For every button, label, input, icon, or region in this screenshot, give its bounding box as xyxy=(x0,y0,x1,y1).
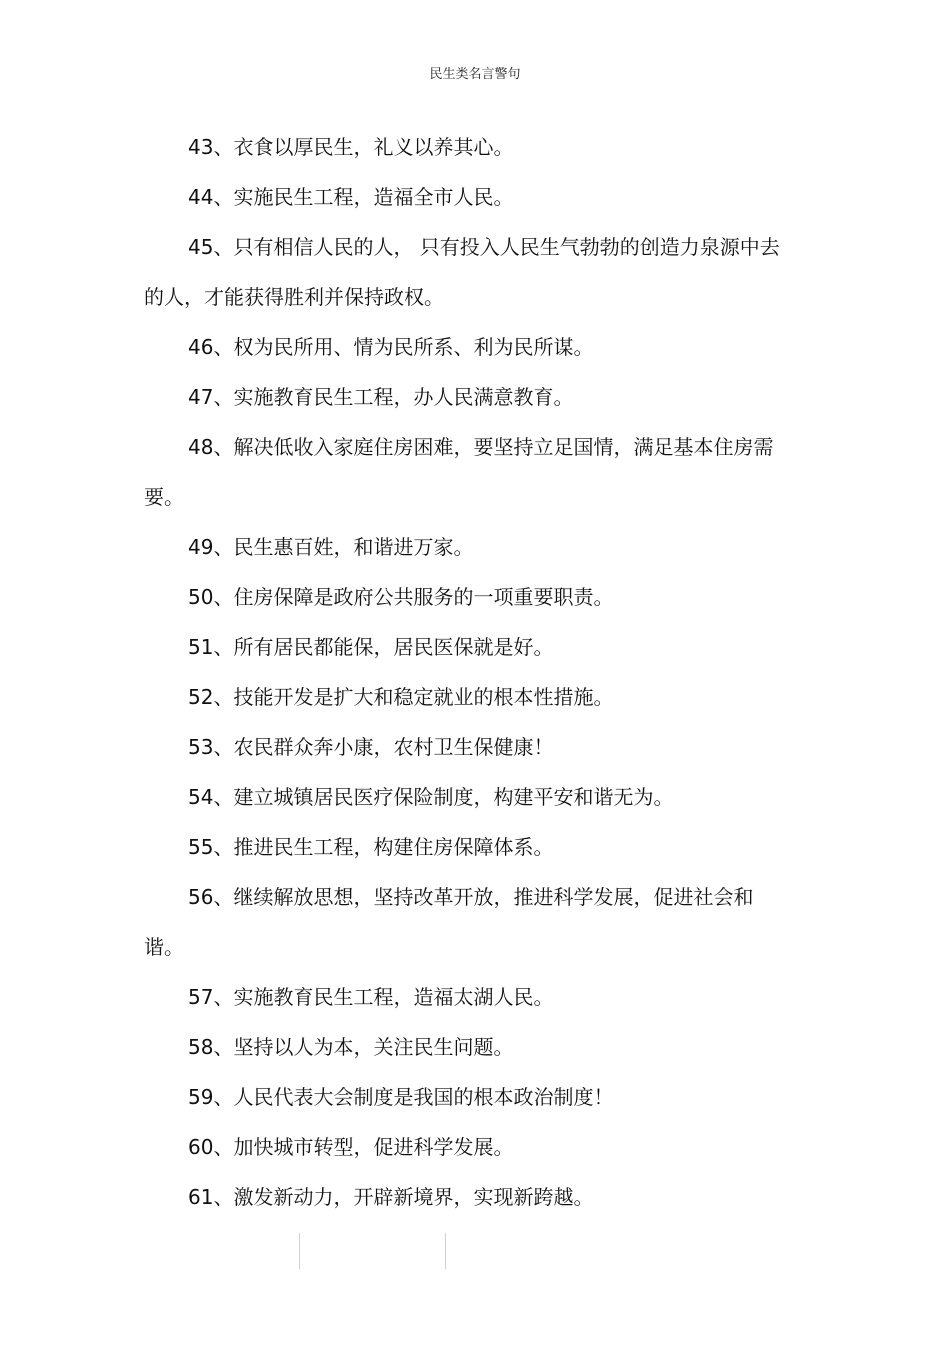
quote-49: 49、民生惠百姓，和谐进万家。 xyxy=(188,535,474,559)
quote-56: 56、继续解放思想，坚持改革开放，推进科学发展，促进社会和谐。 xyxy=(144,885,754,959)
quote-61: 61、激发新动力，开辟新境界，实现新跨越。 xyxy=(188,1185,594,1209)
quote-52: 52、技能开发是扩大和稳定就业的根本性措施。 xyxy=(188,685,614,709)
quote-44: 44、实施民生工程，造福全市人民。 xyxy=(188,185,514,209)
quote-45: 45、只有相信人民的人， 只有投入人民生气勃勃的创造力泉源中去的人，才能获得胜利并保持政权。 xyxy=(144,235,780,309)
quote-50: 50、住房保障是政府公共服务的一项重要职责。 xyxy=(188,585,614,609)
quote-43: 43、衣食以厚民生，礼义以养其心。 xyxy=(188,135,514,159)
quote-55: 55、推进民生工程，构建住房保障体系。 xyxy=(188,835,554,859)
page-header: 民生类名言警句 xyxy=(429,67,521,82)
quote-48: 48、解决低收入家庭住房困难，要坚持立足国情，满足基本住房需要。 xyxy=(144,435,774,509)
quote-59: 59、人民代表大会制度是我国的根本政治制度！ xyxy=(188,1085,614,1109)
quote-53: 53、农民群众奔小康，农村卫生保健康！ xyxy=(188,735,554,759)
footer-divider-left xyxy=(299,1233,300,1269)
quote-51: 51、所有居民都能保，居民医保就是好。 xyxy=(188,635,554,659)
quote-58: 58、坚持以人为本，关注民生问题。 xyxy=(188,1035,514,1059)
quote-47: 47、实施教育民生工程，办人民满意教育。 xyxy=(188,385,574,409)
quote-list xyxy=(144,122,784,1222)
quote-46: 46、权为民所用、情为民所系、利为民所谋。 xyxy=(188,335,594,359)
quote-54: 54、建立城镇居民医疗保险制度，构建平安和谐无为。 xyxy=(188,785,674,809)
footer-divider-right xyxy=(445,1233,446,1269)
quote-57: 57、实施教育民生工程，造福太湖人民。 xyxy=(188,985,554,1009)
quote-60: 60、加快城市转型，促进科学发展。 xyxy=(188,1135,514,1159)
